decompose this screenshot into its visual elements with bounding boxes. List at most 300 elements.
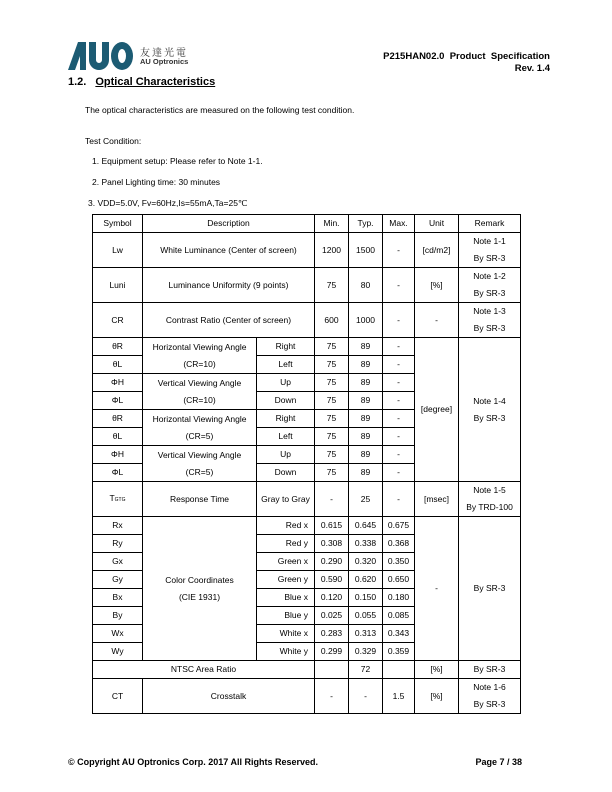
cell-text: θL [112,431,123,441]
table-cell [349,661,383,679]
cell-text: 0.675 [387,520,410,530]
table-cell [315,553,349,571]
table-cell [93,643,143,661]
cell-text: 0.350 [387,556,410,566]
table-cell [383,446,415,464]
cell-text: [%] [430,690,443,701]
table-cell [93,410,143,428]
revision: Rev. 1.4 [514,63,550,74]
table-cell [257,535,315,553]
cell-text: Note 1-4 [473,395,506,406]
cell-text: 75 [326,431,337,441]
table-cell [93,374,143,392]
cell-text: - [397,359,400,369]
cell-text: Note 1-6 [473,682,506,692]
table-cell [383,535,415,553]
cell-text: 0.359 [387,646,410,656]
table-cell [415,268,459,303]
cell-text: 0.025 [320,610,343,620]
table-cell [459,338,521,482]
cell-text: Lw [112,244,123,255]
cell-text: 89 [360,413,371,423]
table-cell [93,589,143,607]
table-cell [93,607,143,625]
table-cell [257,607,315,625]
cell-text: ΦL [111,395,124,405]
cell-text: 89 [360,377,371,387]
cell-text: 0.645 [354,520,377,530]
cell-text: 0.180 [387,592,410,602]
test-condition-label: Test Condition: [85,136,142,146]
table-cell [315,410,349,428]
table-cell [383,303,415,338]
table-cell [383,338,415,356]
table-cell [349,392,383,410]
cell-text: - [435,583,438,593]
table-cell [415,517,459,661]
table-cell [93,571,143,589]
table-cell [315,625,349,643]
cell-text: Crosstalk [210,690,247,701]
cell-text: T [109,492,115,503]
table-cell [93,303,143,338]
cell-text: 1.5 [392,690,405,701]
cell-text: θL [112,359,123,369]
table-cell [383,410,415,428]
table-cell [383,643,415,661]
cell-text: (CR=5) [185,430,214,441]
table-cell [315,589,349,607]
table-cell [143,338,257,374]
cell-text: 0.150 [354,592,377,602]
cell-text: Left [278,431,293,441]
table-cell [93,233,143,268]
cell-text: 1500 [356,244,375,255]
table-cell [349,233,383,268]
cell-text: 0.313 [354,628,377,638]
table-cell [383,464,415,482]
cell-text: - [435,314,438,325]
section-title: Optical Characteristics [95,76,216,88]
cell-text: By SR-3 [473,583,506,593]
table-cell [257,625,315,643]
cell-text: Red x [285,520,308,530]
table-cell [315,233,349,268]
cell-text: Note 1-2 [473,271,506,281]
cell-text: Bx [112,592,123,602]
cell-text: 0.055 [354,610,377,620]
table-cell [257,464,315,482]
cell-text: CT [111,690,124,701]
auo-logo [68,42,134,70]
cell-text: 80 [360,279,371,290]
cell-text: 0.085 [387,610,410,620]
cell-text: Down [274,395,297,405]
section-heading [68,76,215,88]
table-cell [349,464,383,482]
cell-text: 1000 [356,314,375,325]
table-cell [143,410,257,446]
cell-text: 75 [326,359,337,369]
table-cell [459,482,521,517]
table-row [93,517,521,535]
cell-text: 75 [326,449,337,459]
cell-text: Horizontal Viewing Angle [152,341,247,352]
table-cell [383,589,415,607]
header-cell [459,215,521,233]
table-row [93,233,521,268]
cell-text: Up [280,449,291,459]
table-cell [143,517,257,661]
cell-text: 0.299 [320,646,343,656]
cell-text: - [397,279,400,290]
cell-text: 0.615 [320,520,343,530]
cell-text: Right [275,341,296,351]
cell-text: - [397,314,400,325]
table-cell [315,571,349,589]
table-cell [315,392,349,410]
table-cell [257,428,315,446]
cell-text: Remark [474,218,505,228]
cell-text: Unit [428,218,445,228]
cell-text: Ry [112,538,123,548]
cell-text: ΦL [111,467,124,477]
table-cell [349,571,383,589]
cell-text: 72 [360,664,371,674]
cell-text: White Luminance (Center of screen) [160,244,297,255]
table-cell [93,446,143,464]
cell-text: White x [279,628,308,638]
table-cell [93,482,143,517]
intro-text: The optical characteristics are measured on the following test condition. [85,105,355,115]
header-cell [93,215,143,233]
table-cell [315,464,349,482]
document-title: P215HAN02.0 Product Specification [383,51,550,62]
table-cell [257,643,315,661]
table-cell [257,553,315,571]
table-cell [349,589,383,607]
cell-text: - [330,493,333,504]
cell-text: Gx [112,556,123,566]
table-cell [93,517,143,535]
table-cell [315,643,349,661]
table-cell [315,607,349,625]
table-cell [315,517,349,535]
table-cell [459,268,521,303]
cell-text: Note 1-5 [473,485,506,495]
table-cell [349,625,383,643]
table-cell [93,661,315,679]
table-cell [383,607,415,625]
cell-text: - [397,377,400,387]
cell-text: 75 [326,467,337,477]
cell-text: Note 1-3 [473,306,506,316]
cell-text: 25 [360,493,371,504]
table-cell [459,517,521,661]
cell-text: Down [274,467,297,477]
cell-text: Vertical Viewing Angle [157,449,242,460]
table-cell [459,233,521,268]
table-cell [257,446,315,464]
table-cell [415,303,459,338]
table-cell [93,392,143,410]
table-cell [315,535,349,553]
cell-text: [msec] [423,493,450,504]
cell-text: Right [275,413,296,423]
condition-item: 2. Panel Lighting time: 30 minutes [92,177,221,187]
cell-text: By SR-3 [473,699,506,709]
cell-text: [%] [430,664,443,674]
table-cell [315,446,349,464]
cell-text: Horizontal Viewing Angle [152,413,247,424]
document-header [383,51,550,75]
table-cell [383,517,415,535]
table-cell [257,392,315,410]
table-cell [383,392,415,410]
cell-text: 0.650 [387,574,410,584]
cell-text: Wx [111,628,124,638]
table-cell [383,233,415,268]
condition-item: 1. Equipment setup: Please refer to Note 1-1. [92,156,263,166]
cell-text: 0.620 [354,574,377,584]
cell-text: [cd/m2] [422,244,451,255]
cell-text: 0.120 [320,592,343,602]
table-cell [143,482,257,517]
table-cell [459,303,521,338]
cell-text: - [397,395,400,405]
cell-text: Max. [389,218,408,228]
cell-text: Blue y [284,610,308,620]
table-cell [383,679,415,714]
cell-text: By SR-3 [473,664,506,674]
table-cell [315,303,349,338]
table-row [93,661,521,679]
cell-text: Gy [112,574,123,584]
cell-text: - [397,341,400,351]
header-row [93,215,521,233]
cell-text: - [397,449,400,459]
cell-text: Typ. [357,218,374,228]
table-cell [349,446,383,464]
cell-text: 0.368 [387,538,410,548]
cell-text: Luni [109,279,126,290]
table-cell [415,482,459,517]
table-cell [383,428,415,446]
cell-text: 0.329 [354,646,377,656]
cell-text: 0.308 [320,538,343,548]
cell-text: θR [112,341,123,351]
cell-text: 89 [360,431,371,441]
table-cell [383,625,415,643]
cell-text: Wy [111,646,124,656]
table-cell [349,338,383,356]
table-cell [93,625,143,643]
logo-english-text: AU Optronics [140,57,189,66]
table-cell [143,679,315,714]
table-row [93,679,521,714]
cell-text: 0.290 [320,556,343,566]
cell-text: 89 [360,395,371,405]
cell-text: 89 [360,449,371,459]
cell-text: 75 [326,413,337,423]
cell-text: (CR=10) [183,394,216,405]
table-cell [383,553,415,571]
copyright: © Copyright AU Optronics Corp. 2017 All Rights Reserved. [68,757,319,767]
cell-text: - [397,467,400,477]
table-cell [93,679,143,714]
cell-text: 0.320 [354,556,377,566]
table-cell [93,268,143,303]
table-cell [459,679,521,714]
header-cell [315,215,349,233]
table-cell [383,661,415,679]
cell-text: 89 [360,359,371,369]
table-row [93,303,521,338]
cell-text: 0.590 [320,574,343,584]
cell-text: - [330,690,333,701]
table-cell [93,356,143,374]
cell-text: By SR-3 [473,323,506,333]
table-cell [257,517,315,535]
table-cell [349,482,383,517]
table-cell [257,571,315,589]
cell-text: Gray to Gray [261,493,310,504]
cell-text: 600 [324,314,339,325]
header-cell [349,215,383,233]
table-cell [415,679,459,714]
table-cell [349,268,383,303]
table-cell [415,661,459,679]
logo-chinese-text: 友達光電 [140,48,188,59]
cell-text: Min. [323,218,340,228]
cell-text: - [397,413,400,423]
cell-text: 75 [326,341,337,351]
cell-text: Red y [285,538,308,548]
cell-text: By SR-3 [473,253,506,263]
table-cell [143,303,315,338]
cell-text: By [112,610,123,620]
cell-text: - [397,244,400,255]
table-cell [93,464,143,482]
cell-text: θR [112,413,123,423]
cell-text: 89 [360,341,371,351]
table-cell [349,356,383,374]
table-cell [415,233,459,268]
cell-text: (CR=5) [185,466,214,477]
cell-text: Left [278,359,293,369]
table-cell [143,446,257,482]
table-cell [257,374,315,392]
header-cell [415,215,459,233]
cell-text: Rx [112,520,123,530]
cell-text: 0.338 [354,538,377,548]
cell-text: By TRD-100 [466,502,513,512]
cell-text: 1200 [322,244,341,255]
cell-text: 75 [326,279,337,290]
table-cell [143,268,315,303]
cell-text: ΦH [111,449,124,459]
cell-text: [%] [430,279,443,290]
table-cell [349,374,383,392]
table-cell [315,268,349,303]
condition-item: 3. VDD=5.0V, Fv=60Hz,Is=55mA,Ta=25℃ [88,198,248,208]
cell-text: CR [111,314,124,325]
table-cell [93,428,143,446]
cell-text: ΦH [111,377,124,387]
cell-text: 75 [326,395,337,405]
table-cell [459,661,521,679]
table-cell [257,356,315,374]
cell-text: (CIE 1931) [178,591,221,602]
cell-text: - [364,690,367,701]
table-cell [315,338,349,356]
header-cell [383,215,415,233]
header-cell [143,215,315,233]
table-cell [315,428,349,446]
table-cell [315,374,349,392]
cell-text: - [397,431,400,441]
table-cell [93,553,143,571]
table-row [93,338,521,356]
table-cell [257,589,315,607]
table-row [93,268,521,303]
table-cell [415,338,459,482]
cell-text: Vertical Viewing Angle [157,377,242,388]
cell-text: White y [279,646,308,656]
cell-text: Response Time [169,493,230,504]
table-cell [349,679,383,714]
section-number: 1.2. [68,76,87,88]
cell-text: Color Coordinates [165,574,234,585]
cell-text: By SR-3 [473,412,506,423]
table-cell [349,643,383,661]
table-cell [315,679,349,714]
cell-text: (CR=10) [183,358,216,369]
table-cell [349,428,383,446]
cell-text: 75 [326,377,337,387]
cell-text: Up [280,377,291,387]
symbol-subscript: GTG [114,496,126,503]
table-cell [383,571,415,589]
cell-text: NTSC Area Ratio [170,664,237,674]
cell-text: 89 [360,467,371,477]
table-cell [143,374,257,410]
table-cell [349,410,383,428]
table-cell [349,517,383,535]
cell-text: Note 1-1 [473,236,506,246]
table-cell [383,374,415,392]
table-cell [143,233,315,268]
cell-text: - [397,493,400,504]
table-cell [315,661,349,679]
table-cell [383,268,415,303]
page-number: Page 7 / 38 [475,757,522,767]
cell-text: 0.343 [387,628,410,638]
cell-text: Symbol [103,218,132,228]
table-cell [349,553,383,571]
cell-text: Green x [277,556,308,566]
cell-text: [degree] [420,404,453,414]
table-cell [257,410,315,428]
table-cell [315,356,349,374]
table-cell [349,303,383,338]
cell-text: Description [207,218,250,228]
table-cell [349,607,383,625]
table-cell [383,356,415,374]
cell-text: By SR-3 [473,288,506,298]
table-cell [315,482,349,517]
table-cell [383,482,415,517]
